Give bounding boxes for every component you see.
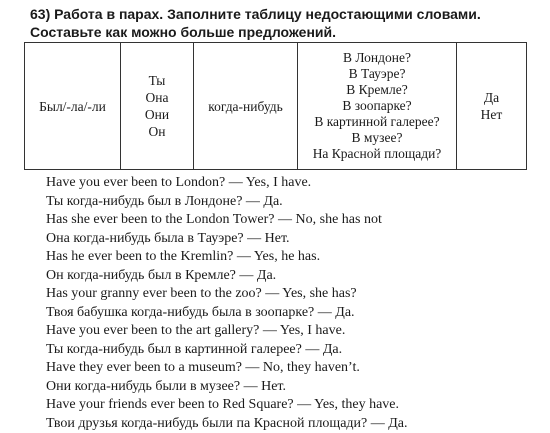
sentence-line: Он когда-нибудь был в Кремле? — Да.: [46, 267, 277, 283]
sentence-line: Have they ever been to a museum? — No, they haven’t.: [46, 360, 360, 375]
place-item: В Лондоне?: [342, 50, 411, 65]
sentence-line: Have your friends ever been to Red Square? — Yes, they have.: [46, 397, 400, 412]
place-item: В Тауэре?: [348, 66, 406, 81]
places-cell: [298, 43, 457, 170]
pronoun-item: Он: [148, 124, 166, 139]
place-item: В картинной галерее?: [314, 114, 440, 129]
sentence-line: Ты когда-нибудь был в Лондоне? — Да.: [46, 193, 283, 209]
place-item: В музее?: [351, 130, 403, 145]
pronoun-item: Они: [144, 107, 170, 122]
pronoun-item: Ты: [148, 73, 166, 88]
answer-item: Нет: [480, 107, 503, 122]
table-row: [25, 43, 527, 170]
task-heading: 63) Работа в парах. Заполните таблицу недостающими словами. Составьте как можно больше предложений.: [30, 6, 481, 40]
place-item: В зоопарке?: [342, 98, 412, 113]
answer-item: Да: [483, 90, 500, 105]
verb-cell: Был/-ла/-ли: [25, 43, 121, 170]
sentence-line: Has he ever been to the Kremlin? — Yes, he has.: [46, 249, 321, 264]
adverb-cell: когда-нибудь: [194, 43, 298, 170]
place-item: В Кремле?: [346, 82, 408, 97]
sentence-line: Твоя бабушка когда-нибудь была в зоопарке? — Да.: [46, 304, 355, 320]
word-table: [24, 42, 527, 170]
answers-cell: [457, 43, 527, 170]
pronoun-item: Она: [145, 90, 169, 105]
sentence-line: Ты когда-нибудь был в картинной галерее? — Да.: [46, 341, 343, 357]
sentence-line: Have you ever been to the art gallery? — Yes, I have.: [46, 323, 346, 338]
sentence-line: Has your granny ever been to the zoo? — Yes, she has?: [46, 286, 357, 301]
place-item: На Красной площади?: [312, 146, 442, 161]
sentence-line: Она когда-нибудь была в Тауэре? — Нет.: [46, 230, 290, 246]
sentence-line: Они когда-нибудь были в музее? — Нет.: [46, 378, 286, 394]
sentence-line: Твои друзья когда-нибудь были па Красной площади? — Да.: [46, 415, 408, 431]
pronouns-cell: [121, 43, 194, 170]
sentence-line: Have you ever been to London? — Yes, I have.: [46, 175, 312, 190]
sentence-line: Has she ever been to the London Tower? — No, she has not: [46, 212, 382, 227]
sentence-list: [46, 174, 536, 433]
